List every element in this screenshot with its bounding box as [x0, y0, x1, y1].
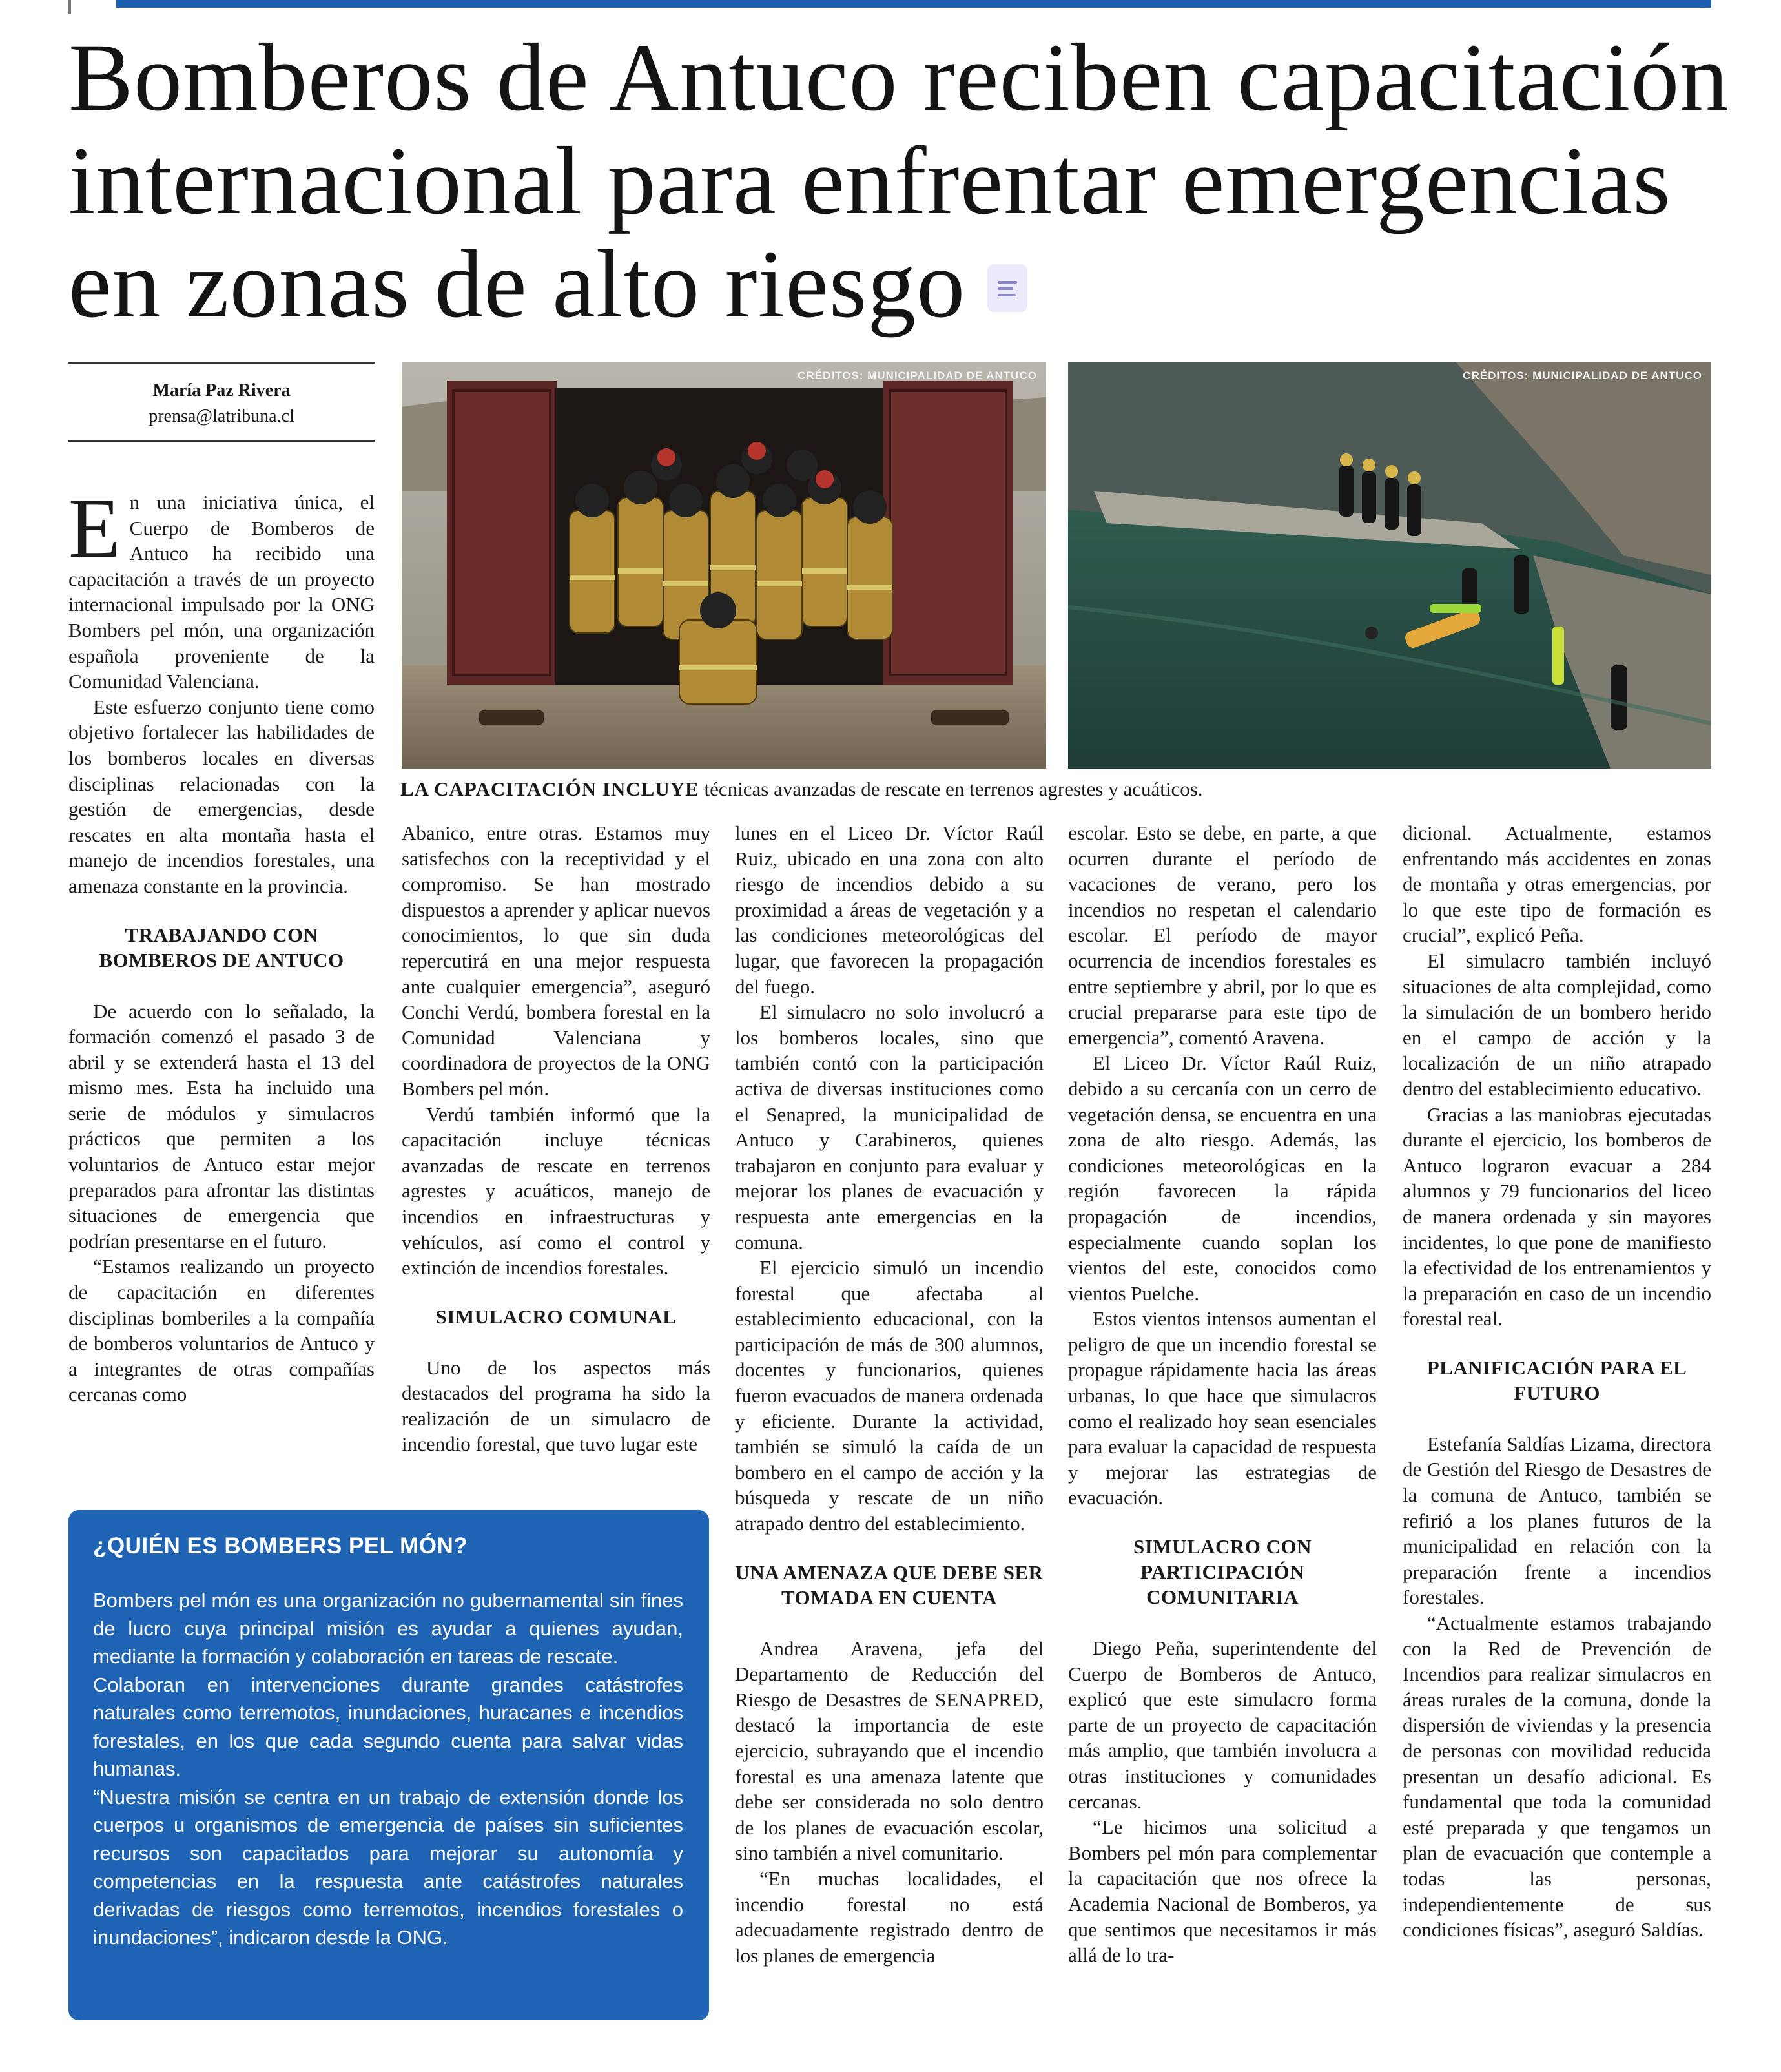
- paragraph: Este esfuerzo conjunto tiene como objetivo fortalecer las habilidades de los bomberos locales en diversas disciplinas relacionadas con la gestión de emergencias, desde rescates en alta montaña hasta el manejo de incendios forestales, una amenaza constante en la provincia.: [68, 695, 375, 897]
- paragraph: Estos vientos intensos aumentan el peligro de que un incendio forestal se propague rápidamente hacia las áreas urbanas, lo que hace que simulacros como el realizado hoy sean esenciales para evaluar la capacidad de respuesta y mejorar las estrategias de evacuación.: [1068, 1307, 1377, 1509]
- paragraph-intro: [68, 481, 375, 694]
- paragraph: El simulacro no solo involucró a los bomberos locales, sino que también contó con la participación activa de diversas instituciones como el Senapred, la municipalidad de Antuco y Carabineros, quienes trabajaron en conjunto para evaluar y mejorar los planes de evacuación y respuesta ante emergencias en la comuna.: [735, 1000, 1044, 1254]
- paragraph: “Estamos realizando un proyecto de capacitación en diferentes disciplinas bomberiles a la compañía de bomberos voluntarios de Antuco y a integrantes de otras compañías cercanas como: [68, 1255, 375, 1406]
- headline-line-2: internacional para enfrentar emergencias: [68, 127, 1671, 234]
- photo-caption-lead: LA CAPACITACIÓN INCLUYE: [400, 778, 699, 800]
- top-color-bar: [116, 0, 1711, 8]
- photo-firefighters: [402, 362, 1046, 769]
- paragraph: El ejercicio simuló un incendio forestal que afectaba al establecimiento educacional, con la participación de más de 300 alumnos, docentes y funcionarios, quienes fueron evacuados de manera ordenada y eficiente. Durante la actividad, también se simuló la caída de un bombero en el campo de acción y la búsqueda y rescate de un niño atrapado dentro del establecimiento.: [735, 1256, 1044, 1535]
- paragraph: “En muchas localidades, el incendio forestal no está adecuadamente registrado dentro de los planes de emergencia: [735, 1867, 1044, 1967]
- paragraph: Gracias a las maniobras ejecutadas durante el ejercicio, los bomberos de Antuco lograron evacuar a 284 alumnos y 79 funcionarios del liceo de manera ordenada y sin mayores incidentes, lo que pone de manifiesto la efectividad de los entrenamientos y la preparación en caso de un incendio forestal real.: [1403, 1103, 1711, 1331]
- info-box-bombers-pel-mon: [68, 1510, 709, 2020]
- subheading-planificacion: PLANIFICACIÓN PARA EL FUTURO: [1426, 1356, 1687, 1404]
- headline-line-1: Bomberos de Antuco reciben capacitación: [68, 24, 1729, 131]
- photo-caption-text: técnicas avanzadas de rescate en terrenos agrestes y acuáticos.: [699, 778, 1203, 800]
- photo-water-rescue: [1068, 362, 1711, 769]
- paragraph: Verdú también informó que la capacitación incluye técnicas avanzadas de rescate en terrenos agrestes y acuáticos, manejo de incendios en infraestructuras y vehículos, así como el control y extinción de incendios forestales.: [402, 1103, 710, 1279]
- article-column-5: [1403, 820, 1711, 1943]
- photo-caption: [400, 778, 1711, 801]
- article-column-1: [68, 481, 375, 1407]
- headline-line-3-text: en zonas de alto riesgo: [68, 231, 966, 338]
- photo-firefighters-image: [402, 362, 1046, 769]
- paragraph: “Actualmente estamos trabajando con la Red de Prevención de Incendios para realizar simulacros en áreas rurales de la comuna, donde la dispersión de viviendas y la presencia de personas con movilidad reducida presentan un desafío adicional. Es fundamental que toda la comunidad esté preparada y que tengamos un plan de evacuación que contemple a todas las personas, independientemente de sus condiciones físicas”, aseguró Saldías.: [1403, 1611, 1711, 1942]
- info-box-paragraph: Colaboran en intervenciones durante grandes catástrofes naturales como terremotos, inundaciones, huracanes e incendios forestales, en los que cada segundo cuenta para salvar vidas humanas.: [93, 1673, 683, 1780]
- author-name: María Paz Rivera: [152, 380, 291, 400]
- paragraph-intro-text: n una iniciativa única, el Cuerpo de Bomberos de Antuco ha recibido una capacitación a través de un proyecto internacional impulsado por la ONG Bombers pel món, una organización española proveniente de la Comunidad Valenciana.: [68, 491, 375, 693]
- photo-water-rescue-image: [1068, 362, 1711, 769]
- byline: [68, 362, 375, 442]
- paragraph: Estefanía Saldías Lizama, directora de Gestión del Riesgo de Desastres de la comuna de Antuco, también se refirió a los planes futuros de la municipalidad en relación con la preparación frente a incendios forestales.: [1403, 1432, 1711, 1609]
- subheading-simulacro-comunal: SIMULACRO COMUNAL: [435, 1305, 677, 1328]
- subheading-amenaza: UNA AMENAZA QUE DEBE SER TOMADA EN CUENTA: [735, 1560, 1044, 1609]
- info-box-paragraph: Bombers pel món es una organización no gubernamental sin fines de lucro cuya principal misión es ayudar a quienes ayudan, mediante la formación y colaboración en tareas de rescate.: [93, 1589, 683, 1668]
- paragraph: El simulacro también incluyó situaciones de alta complejidad, como la simulación de un bombero herido en el campo de acción y la localización de un niño atrapado dentro del establecimiento educativo.: [1403, 949, 1711, 1100]
- photo-credit-right: CRÉDITOS: MUNICIPALIDAD DE ANTUCO: [1463, 369, 1702, 382]
- paragraph: Diego Peña, superintendente del Cuerpo de Bomberos de Antuco, explicó que este simulacro forma parte de un proyecto de capacitación más amplio, que también involucra a otras instituciones y comunidades cercanas.: [1068, 1637, 1377, 1813]
- info-box-title: ¿QUIÉN ES BOMBERS PEL MÓN?: [93, 1533, 468, 1559]
- subheading-trabajando: TRABAJANDO CON BOMBEROS DE ANTUCO: [99, 923, 344, 971]
- article-column-4: [1068, 820, 1377, 1968]
- paragraph: El Liceo Dr. Víctor Raúl Ruiz, debido a su cercanía con un cerro de vegetación densa, se encuentra en una zona de alto riesgo. Además, las condiciones meteorológicas en la región favorecen la rápida propagación de incendios, especialmente cuando soplan los vientos del este, conocidos como vientos Puelche.: [1068, 1052, 1377, 1305]
- paragraph: Abanico, entre otras. Estamos muy satisfechos con la receptividad y el compromiso. Se han mostrado dispuestos a aprender y aplicar nuevos conocimientos, lo que sin duda repercutirá en una mejor respuesta ante cualquier emergencia”, aseguró Conchi Verdú, bombera forestal en la Comunidad Valenciana y coordinadora de proyectos de la ONG Bombers pel món.: [402, 822, 710, 1100]
- paragraph: escolar. Esto se debe, en parte, a que ocurren durante el período de vacaciones de verano, pero los incendios no respetan el calendario escolar. El período de mayor ocurrencia de incendios forestales es entre septiembre y abril, por lo que es crucial prepararse para este tipo de emergencia”, comentó Aravena.: [1068, 822, 1377, 1049]
- top-rule-mark: [68, 0, 71, 14]
- headline: [68, 24, 1729, 338]
- document-summary-icon[interactable]: [987, 264, 1027, 312]
- headline-line-3: [68, 233, 1722, 336]
- paragraph: Uno de los aspectos más destacados del programa ha sido la realización de un simulacro de incendio forestal, que tuvo lugar este: [402, 1356, 710, 1456]
- paragraph: Andrea Aravena, jefa del Departamento de Reducción del Riesgo de Desastres de SENAPRED, destacó la importancia de este ejercicio, subrayando que el incendio forestal es una amenaza latente que debe ser considerada no solo dentro de los planes de evacuación escolar, sino también a nivel comunitario.: [735, 1637, 1044, 1865]
- article-column-2: [402, 820, 710, 1457]
- info-box-paragraph: “Nuestra misión se centra en un trabajo de extensión donde los cuerpos u organismos de emergencia de países sin suficientes recursos son capacitados para mejorar su autonomía y competencias en la respuesta ante catástrofes naturales derivadas de riesgos como terremotos, incendios forestales o inundaciones”, indicaron desde la ONG.: [93, 1785, 683, 1949]
- drop-cap: E: [68, 481, 121, 575]
- paragraph: “Le hicimos una solicitud a Bombers pel món para complementar la capacitación que nos ofrece la Academia Nacional de Bomberos, ya que sentimos que necesitamos ir más allá de lo tra-: [1068, 1816, 1377, 1967]
- paragraph: lunes en el Liceo Dr. Víctor Raúl Ruiz, ubicado en una zona con alto riesgo de incendios debido a su proximidad a áreas de vegetación y a las condiciones meteorológicas del lugar, que favorecen la propagación del fuego.: [735, 822, 1044, 998]
- subheading-participacion: SIMULACRO CON PARTICIPACIÓN COMUNITARIA: [1133, 1535, 1312, 1609]
- paragraph: dicional. Actualmente, estamos enfrentando más accidentes en zonas de montaña y otras emergencias, por lo que este tipo de formación es crucial”, explicó Peña.: [1403, 822, 1711, 947]
- author-email: prensa@latribuna.cl: [149, 406, 294, 426]
- paragraph: De acuerdo con lo señalado, la formación comenzó el pasado 3 de abril y se extenderá hasta el 13 del mismo mes. Esta ha incluido una serie de módulos y simulacros prácticos que permiten a los voluntarios de Antuco estar mejor preparados para afrontar las distintas situaciones de emergencia que podrían presentarse en el futuro.: [68, 999, 375, 1252]
- photo-credit-left: CRÉDITOS: MUNICIPALIDAD DE ANTUCO: [798, 369, 1037, 382]
- article-column-3: [735, 820, 1044, 1968]
